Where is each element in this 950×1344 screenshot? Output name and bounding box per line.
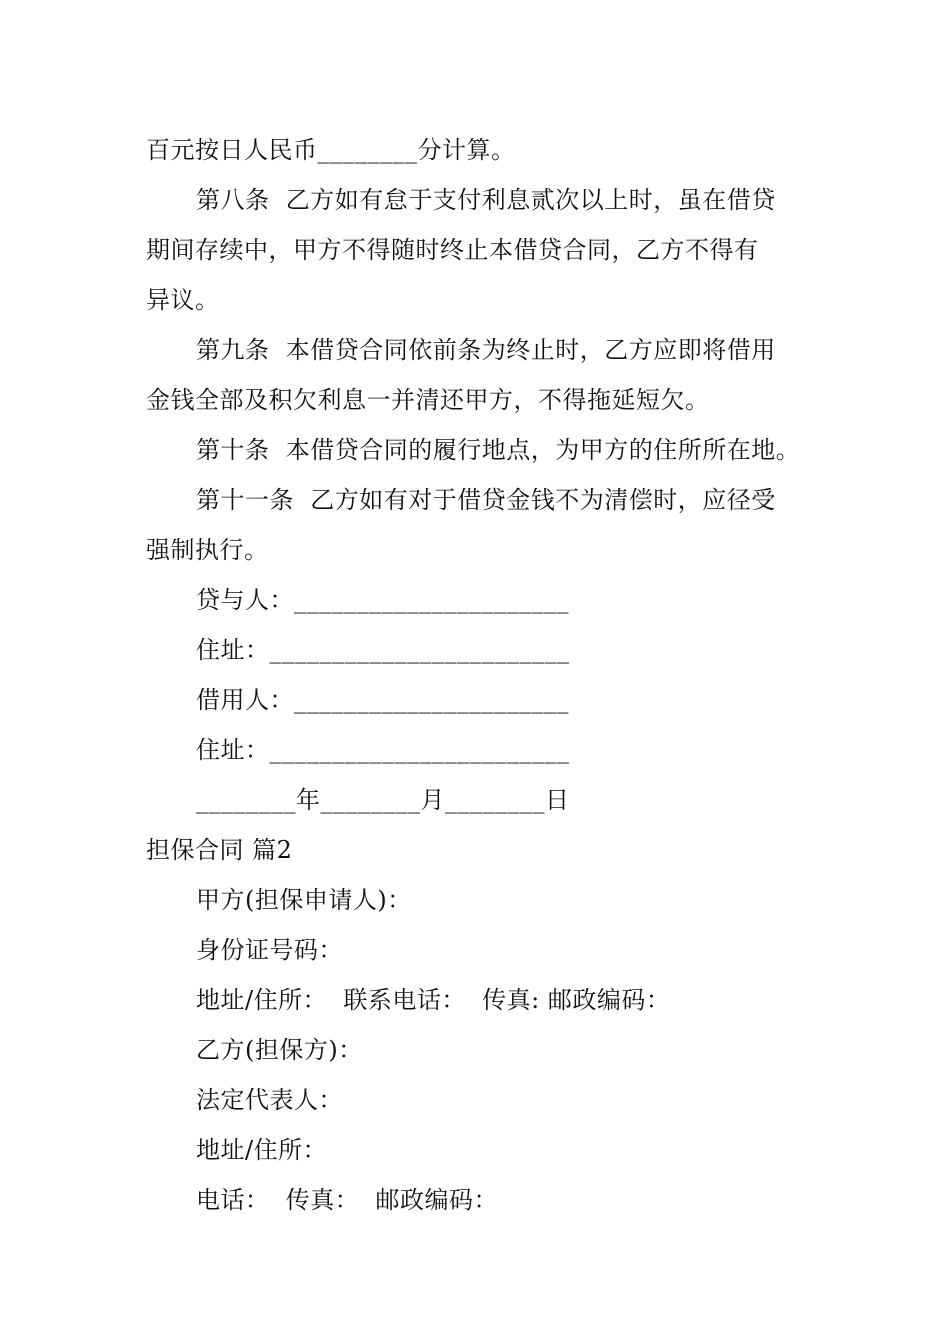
party-b-contact-line: 电话： 传真： 邮政编码： <box>196 1186 499 1214</box>
party-b-label: 乙方(担保方)： <box>196 1036 363 1064</box>
article-9-line-1: 第九条 本借贷合同依前条为终止时，乙方应即将借用 <box>196 336 776 364</box>
borrower-address-line: 住址：________________________ <box>196 736 570 764</box>
section-title: 担保合同 篇2 <box>146 836 293 864</box>
text-line-rate: 百元按日人民币________分计算。 <box>146 136 516 164</box>
party-b-address-label: 地址/住所： <box>196 1136 328 1164</box>
article-8-line-1: 第八条 乙方如有怠于支付利息贰次以上时，虽在借贷 <box>196 186 776 214</box>
id-number-label: 身份证号码： <box>196 936 343 964</box>
article-10-line: 第十条 本借贷合同的履行地点，为甲方的住所所在地。 <box>196 436 801 464</box>
party-a-contact-line: 地址/住所： 联系电话： 传真: 邮政编码： <box>196 986 671 1014</box>
lender-signature-line: 贷与人：______________________ <box>196 586 569 614</box>
article-11-line-1: 第十一条 乙方如有对于借贷金钱不为清偿时，应径受 <box>196 486 776 514</box>
party-a-label: 甲方(担保申请人)： <box>196 886 412 914</box>
article-8-line-2: 期间存续中，甲方不得随时终止本借贷合同，乙方不得有 <box>146 236 759 264</box>
article-9-line-2: 金钱全部及积欠利息一并清还甲方，不得拖延短欠。 <box>146 386 710 414</box>
legal-representative-label: 法定代表人： <box>196 1086 343 1114</box>
article-11-line-2: 强制执行。 <box>146 536 269 564</box>
article-8-line-3: 异议。 <box>146 286 220 314</box>
borrower-signature-line: 借用人：______________________ <box>196 686 569 714</box>
date-line: ________年________月________日 <box>196 786 570 814</box>
lender-address-line: 住址：________________________ <box>196 636 570 664</box>
